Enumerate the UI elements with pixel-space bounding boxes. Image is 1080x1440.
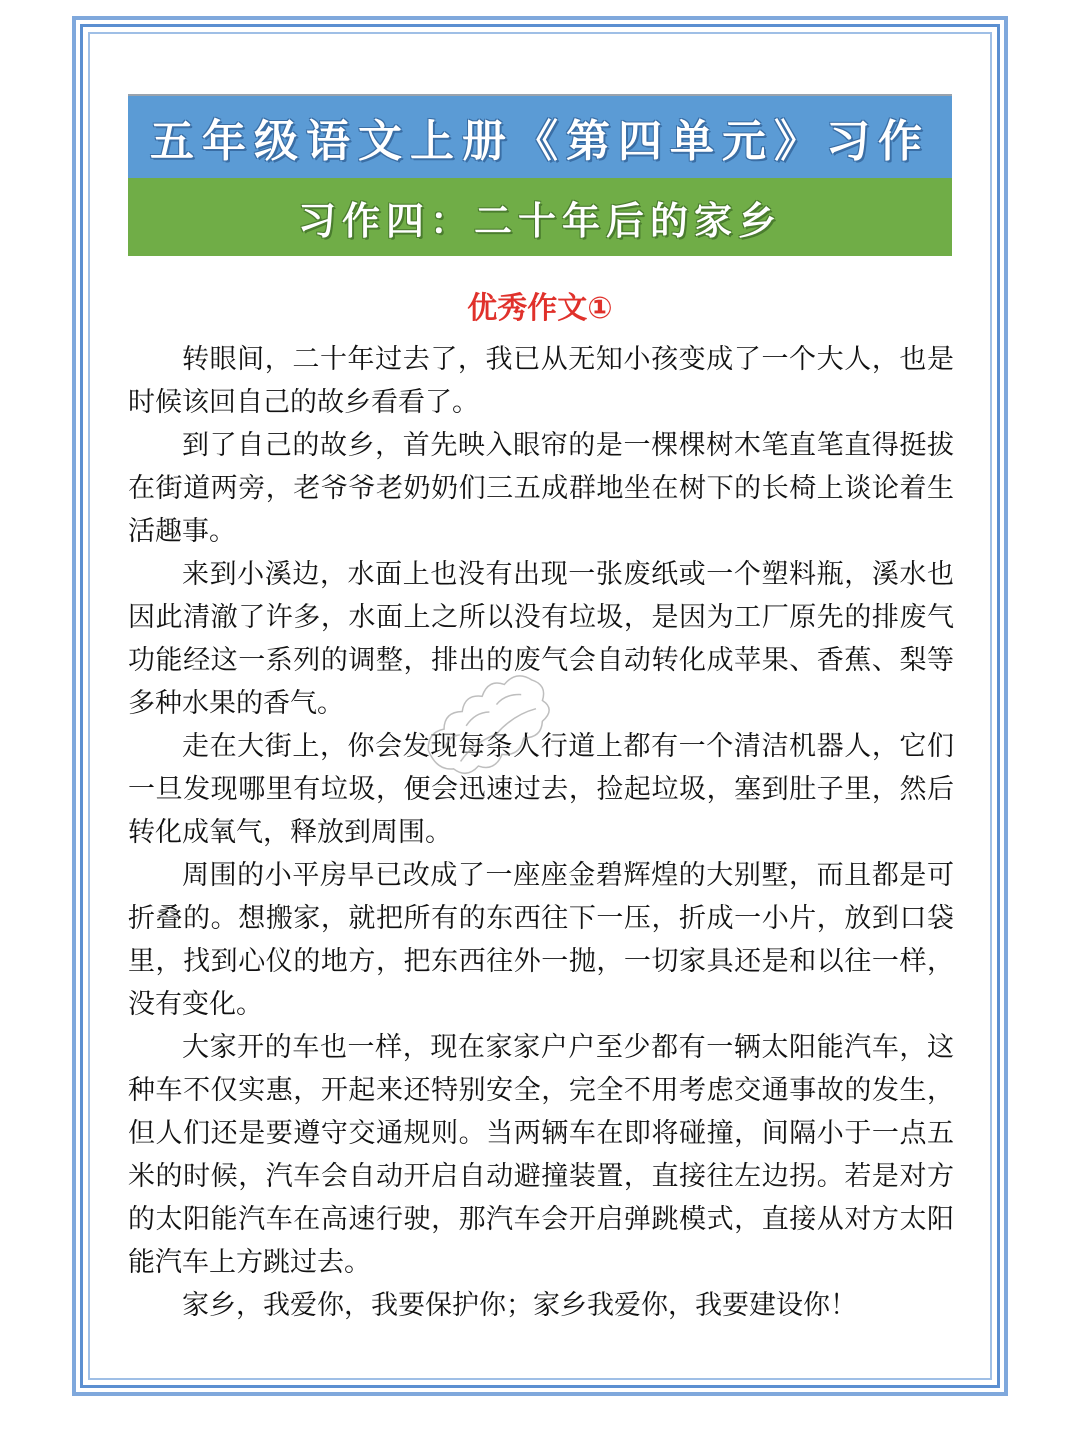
essay-paragraph-4: 走在大街上，你会发现每条人行道上都有一个清洁机器人，它们一旦发现哪里有垃圾，便会迅速过去，捡起垃圾，塞到肚子里，然后转化成氧气，释放到周围。 [128, 731, 954, 848]
essay-paragraph-6: 大家开的车也一样，现在家家户户至少都有一辆太阳能汽车，这种车不仅实惠，开起来还特别安全，完全不用考虑交通事故的发生，但人们还是要遵守交通规则。当两辆车在即将碰撞，间隔小于一点五米的时候，汽车会自动开启自动避撞装置，直接往左边拐。若是对方的太阳能汽车在高速行驶，那汽车会开启弹跳模式，直接从对方太阳能汽车上方跳过去。 [128, 1032, 954, 1278]
essay-body [128, 338, 954, 1327]
essay-paragraph-1: 转眼间，二十年过去了，我已从无知小孩变成了一个大人，也是时候该回自己的故乡看看了。 [128, 344, 954, 418]
subtitle-banner [128, 178, 952, 256]
essay-paragraph-3: 来到小溪边，水面上也没有出现一张废纸或一个塑料瓶，溪水也因此清澈了许多，水面上之所以没有垃圾，是因为工厂原先的排废气功能经这一系列的调整，排出的废气会自动转化成苹果、香蕉、梨等多种水果的香气。 [128, 559, 954, 719]
page-subtitle: 习作四：二十年后的家乡 [297, 197, 782, 243]
essay-paragraph-2: 到了自己的故乡，首先映入眼帘的是一棵棵树木笔直笔直得挺拔在街道两旁，老爷爷老奶奶们三五成群地坐在树下的长椅上谈论着生活趣事。 [128, 430, 954, 547]
essay-paragraph-7: 家乡，我爱你，我要保护你；家乡我爱你，我要建设你！ [182, 1290, 857, 1321]
page-title: 五年级语文上册《第四单元》习作 [150, 116, 930, 167]
essay-paragraph-5: 周围的小平房早已改成了一座座金碧辉煌的大别墅，而且都是可折叠的。想搬家，就把所有的东西往下一压，折成一小片，放到口袋里，找到心仪的地方，把东西往外一抛，一切家具还是和以往一样，没有变化。 [128, 860, 954, 1020]
essay-label: 优秀作文① [467, 291, 613, 326]
title-banner [128, 94, 952, 178]
